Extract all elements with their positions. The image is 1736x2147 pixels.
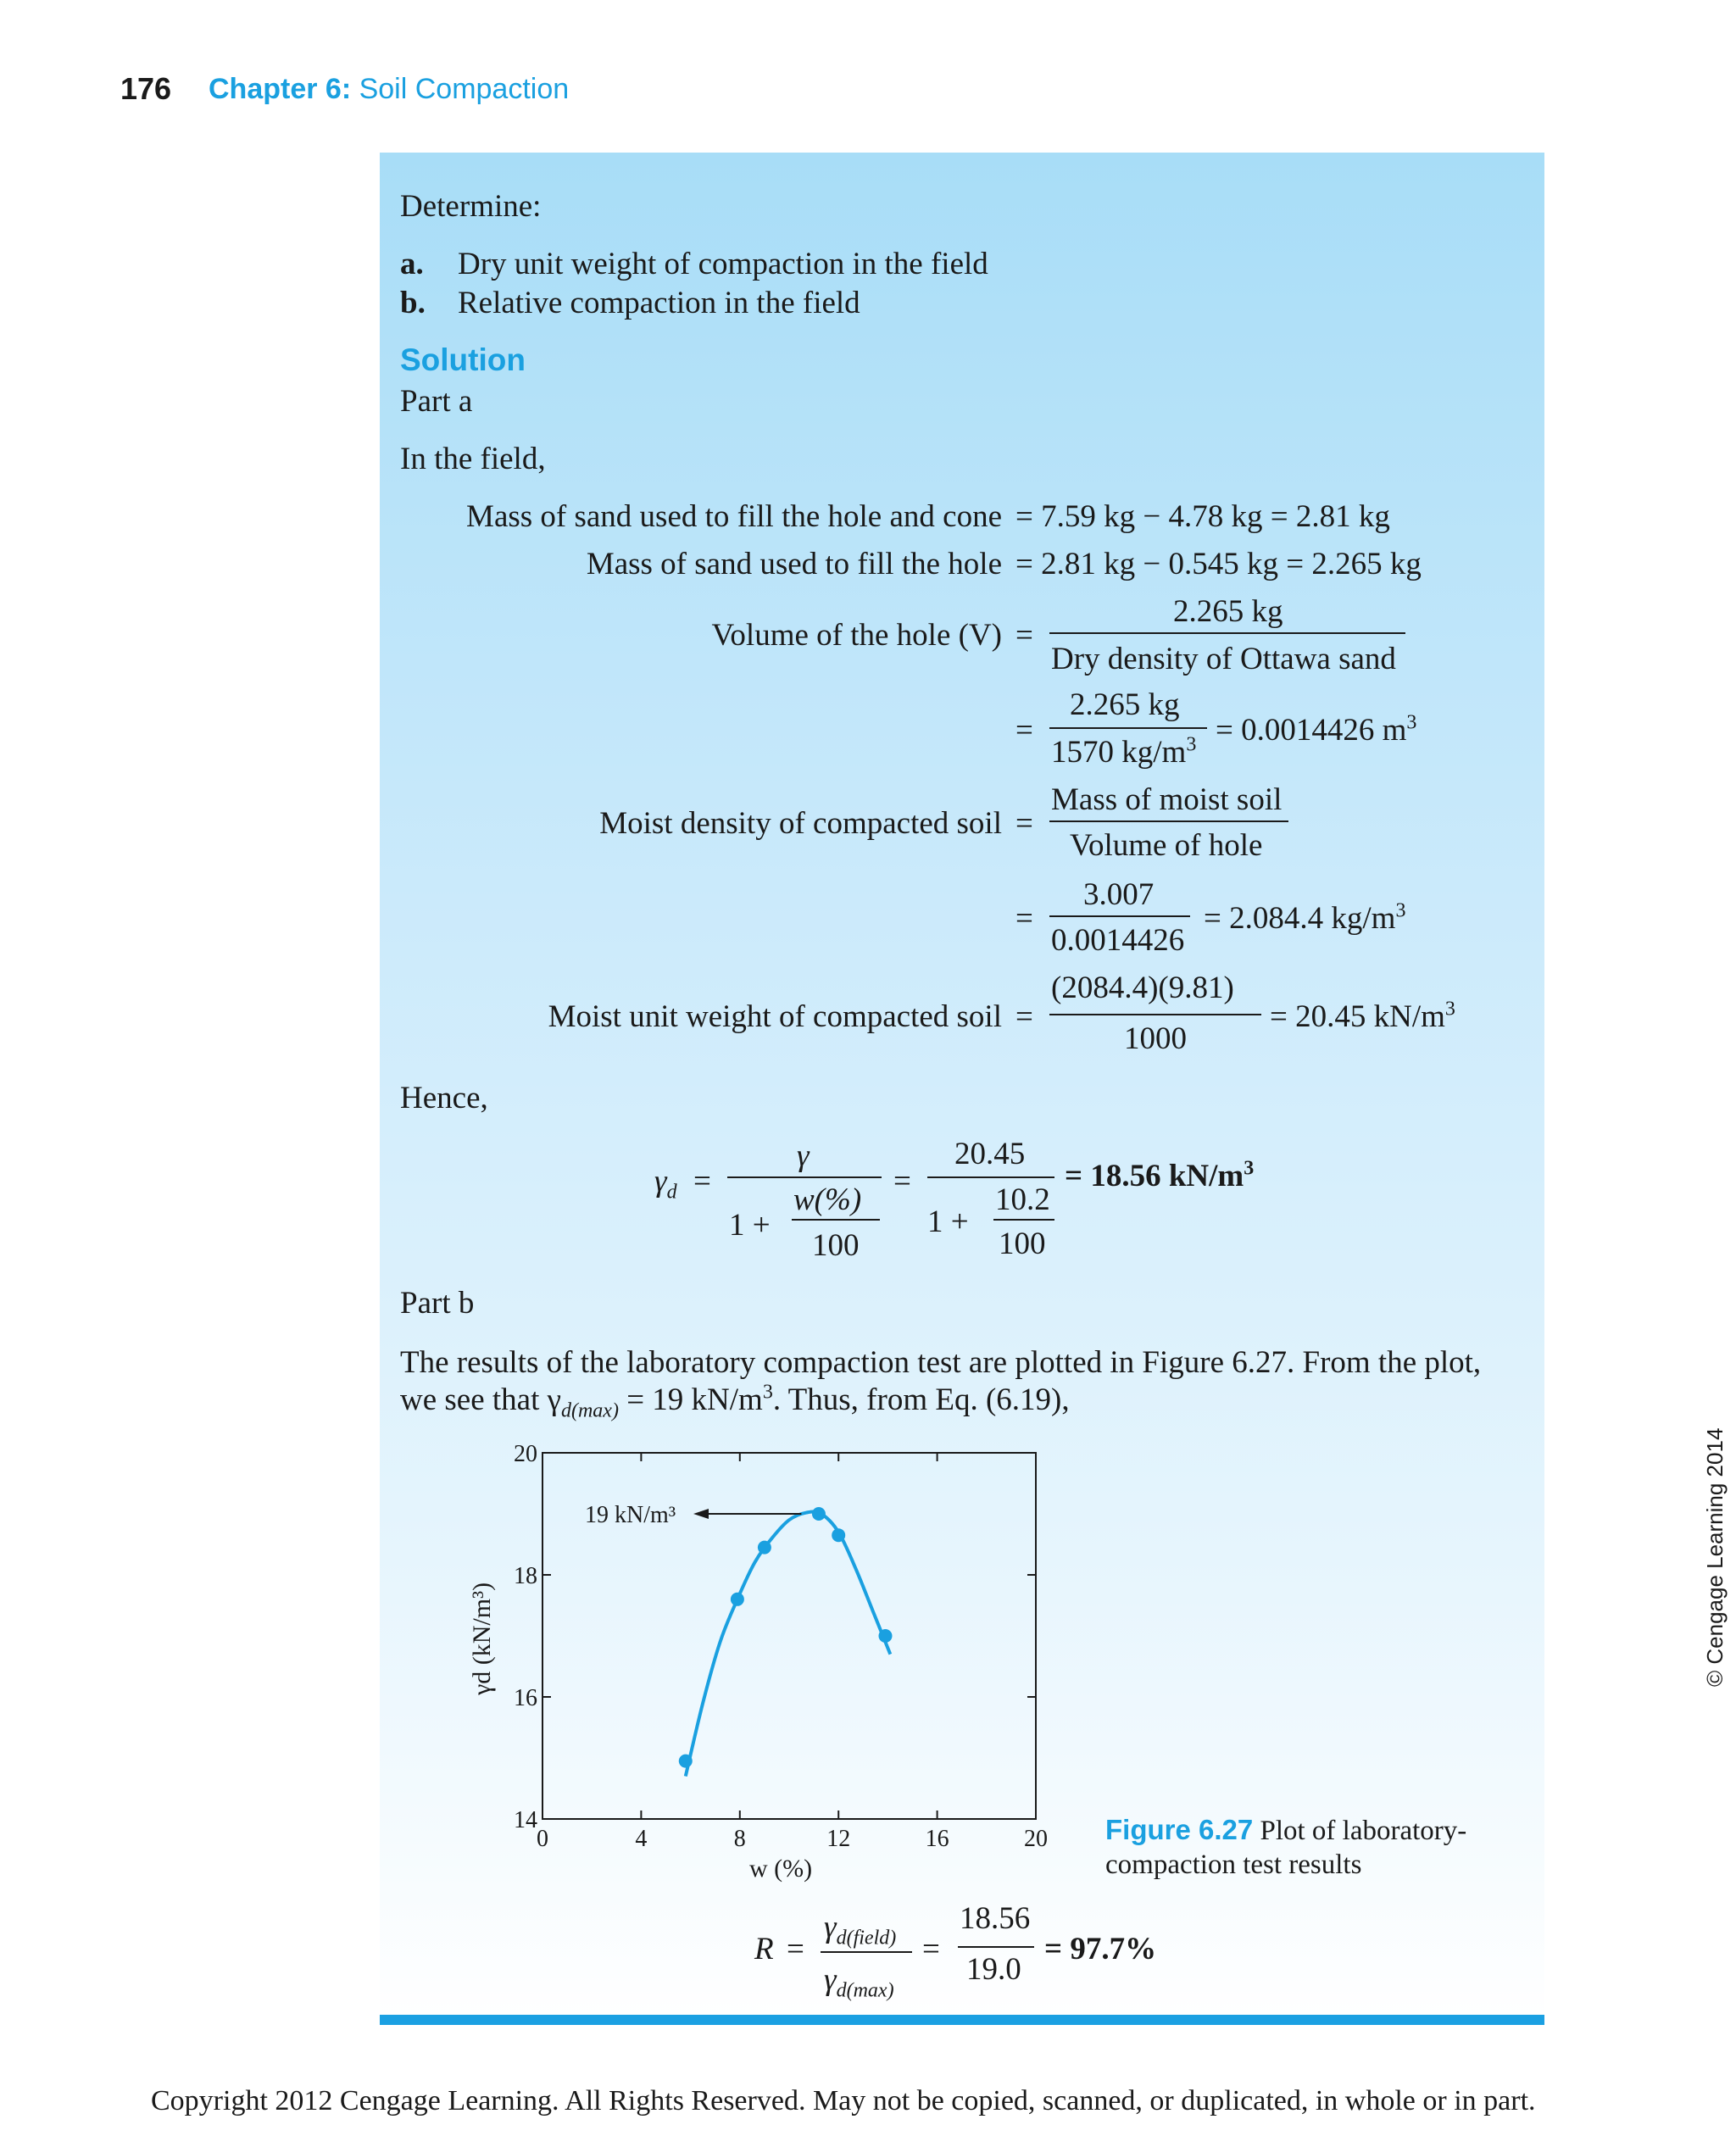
eq2-lhs: Mass of sand used to fill the hole [586,547,1002,581]
eq5-lhs: Moist density of compacted soil [599,806,1002,841]
copyright-notice: © Cengage Learning 2014 [1702,1427,1728,1687]
y-tick-label: 18 [514,1563,537,1589]
hence-text: Hence, [400,1081,488,1115]
compaction-chart [441,1431,1068,1888]
gd-frac1-100: 100 [812,1228,860,1263]
R-symbol: R [754,1932,774,1966]
gd-frac2-numerator: 20.45 [954,1137,1026,1171]
annotation-label: 19 kN/m³ [585,1502,676,1528]
R-frac2-bar [958,1946,1034,1948]
data-point [812,1507,826,1521]
gd-frac2-bar [927,1176,1054,1178]
eq7-numerator: (2084.4)(9.81) [1051,971,1234,1005]
R-result: = 97.7% [1044,1932,1157,1966]
eq2-rhs: = 2.81 kg − 0.545 kg = 2.265 kg [1015,547,1422,581]
figure-caption-line2: compaction test results [1105,1849,1362,1880]
R-frac1-bar [821,1951,912,1953]
eq6-fraction-bar [1049,915,1190,917]
eq5-equals: = [1015,806,1033,841]
gd-frac1-numerator: γ [797,1138,810,1173]
gd-result: = 18.56 $kN/m^3$ [1065,1157,1255,1193]
eq3-fraction-bar [1049,632,1405,634]
max-annotation [585,1502,801,1528]
eq4-result: = 0.0014426 $m^3$ [1216,711,1417,748]
gamma-d-symbol: $\gamma_d$ [654,1164,677,1204]
x-tick-label: 12 [826,1826,851,1852]
eq7-denominator: 1000 [1124,1021,1187,1056]
R-frac2-denominator: 19.0 [966,1952,1021,1987]
chapter-label: Chapter 6: [209,73,352,105]
gd-frac1-w: w(%) [793,1182,862,1217]
x-tick-label: 8 [733,1826,746,1852]
eq1-rhs: = 7.59 kg − 4.78 kg = 2.81 kg [1015,499,1390,534]
item-b-letter: b. [400,286,426,320]
gd-frac2-100: 100 [999,1226,1046,1261]
R-equals-2: = [922,1932,940,1966]
R-equals-1: = [787,1932,804,1966]
x-axis-label: w (%) [749,1855,813,1883]
eq4-denominator: 1570 $kg/m^3$ [1051,733,1197,770]
item-a-letter: a. [400,247,424,281]
data-point [758,1541,771,1555]
part-a-label: Part a [400,384,473,419]
data-point [878,1629,892,1643]
eq6-numerator: 3.007 [1083,877,1155,912]
R-denominator: $\gamma_{d(max)}$ [824,1962,894,2002]
item-a-text: Dry unit weight of compaction in the field [458,247,988,281]
gd-frac1-inner-bar [792,1219,880,1221]
figure-caption-line1: Plot of laboratory- [1260,1816,1467,1846]
data-point [679,1755,693,1768]
panel-bottom-rule [380,2015,1544,2025]
page-number: 176 [120,71,172,106]
x-tick-label: 0 [537,1826,548,1852]
data-points [679,1507,893,1768]
chapter-name: Soil Compaction [359,73,570,105]
gd-frac2-oneplus: 1 + [927,1204,969,1239]
eq3-numerator: 2.265 kg [1173,594,1283,629]
eq3-equals: = [1015,618,1033,653]
eq5-numerator: Mass of moist soil [1051,782,1283,817]
x-tick-label: 16 [925,1826,949,1852]
compaction-curve [686,1511,891,1776]
y-tick-label: 14 [514,1807,537,1833]
gd-frac2-102: 10.2 [995,1182,1050,1217]
gd-frac2-inner-bar [993,1219,1054,1221]
eq5-denominator: Volume of hole [1070,828,1263,863]
eq6-result: = 2.084.4 $kg/m^3$ [1204,899,1406,936]
copyright-footer: Copyright 2012 Cengage Learning. All Rights Reserved. May not be copied, scanned, or duplicated, in whole or in part. [151,2085,1536,2116]
eq7-lhs: Moist unit weight of compacted soil [548,999,1002,1034]
eq6-equals: = [1015,901,1033,936]
part-b-line2: we see that $\gamma_{d(max)} = 19$ $kN/m^3$. Thus, from Eq. (6.19), [400,1381,1070,1422]
annotation-arrow-head [693,1509,709,1519]
part-b-label: Part b [400,1286,475,1321]
part-b-line1: The results of the laboratory compaction test are plotted in Figure 6.27. From the plot, [400,1345,1482,1380]
figure-caption [1105,1814,1466,1847]
gd-frac1-bar [727,1176,882,1178]
y-axis-label: γd (kN/m³) [468,1582,496,1695]
R-frac2-numerator: 18.56 [960,1901,1031,1936]
eq4-fraction-bar [1049,727,1207,729]
gd-equals-1: = [693,1164,711,1199]
eq3-lhs: Volume of the hole (V) [711,618,1002,653]
x-tick-label: 20 [1024,1826,1048,1852]
item-b-text: Relative compaction in the field [458,286,860,320]
gd-equals-2: = [893,1164,911,1199]
data-point [832,1528,845,1542]
determine-text: Determine: [400,189,542,224]
in-field-text: In the field, [400,442,546,476]
y-tick-label: 16 [514,1685,537,1711]
solution-heading: Solution [400,342,526,377]
x-tick-label: 4 [635,1826,648,1852]
eq3-denominator: Dry density of Ottawa sand [1051,642,1396,676]
y-tick-label: 20 [514,1441,537,1467]
eq7-result: = 20.45 $kN/m^3$ [1270,998,1455,1034]
eq4-numerator: 2.265 kg [1070,687,1180,722]
chapter-title [209,73,569,106]
R-numerator: $\gamma_{d(field)}$ [824,1910,897,1950]
eq6-denominator: 0.0014426 [1051,923,1185,958]
eq7-fraction-bar [1049,1014,1261,1015]
eq5-fraction-bar [1049,820,1288,822]
gd-frac1-oneplus: 1 + [729,1208,771,1243]
data-point [731,1593,744,1606]
eq4-equals: = [1015,713,1033,748]
figure-label: Figure 6.27 [1105,1814,1254,1845]
eq7-equals: = [1015,999,1033,1034]
eq1-lhs: Mass of sand used to fill the hole and cone [466,499,1002,534]
